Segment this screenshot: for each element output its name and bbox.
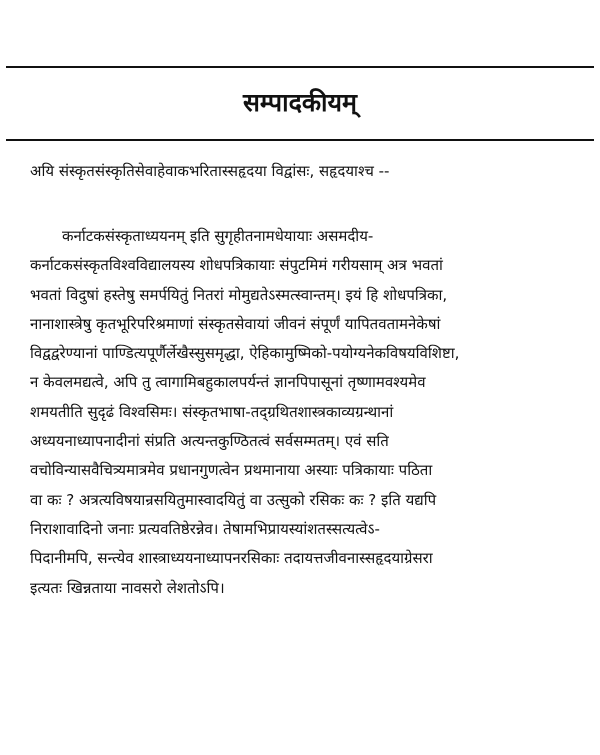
body-line: इत्यतः खिन्नताया नावसरो लेशतोऽपि। <box>30 578 225 597</box>
body-line: पिदानीमपि, सन्त्येव शास्त्राध्ययनाध्यापनरसिकाः तदायत्तजीवनास्सहृदयाग्रेसरा <box>30 549 433 568</box>
body-line: विद्वद्वरेण्यानां पाण्डित्यपूर्णैर्लेखैस्सुसमृद्धा, ऐहिकामुष्मिको-पयोग्यनेकविषयविशिष्टा, <box>30 344 460 363</box>
body-paragraph <box>30 222 590 603</box>
body-line: कर्नाटकसंस्कृतविश्वविद्यालयस्य शोधपत्रिकायाः संपुटमिमं गरीयसाम् अत्र भवतां <box>30 256 443 275</box>
title-bottom-rule <box>6 139 594 141</box>
body-line: अध्ययनाध्यापनादीनां संप्रति अत्यन्तकुण्ठितत्वं सर्वसम्मतम्। एवं सति <box>30 432 389 451</box>
title-top-rule <box>6 66 594 68</box>
page-title: सम्पादकीयम् <box>243 88 357 117</box>
body-line: नानाशास्त्रेषु कृतभूरिपरिश्रमाणां संस्कृतसेवायां जीवनं संपूर्णं यापितवतामनेकेषां <box>30 314 441 333</box>
body-line: शमयतीति सुदृढं विश्वसिमः। संस्कृतभाषा-तद्ग्रथितशास्त्रकाव्यग्रन्थानां <box>30 402 394 421</box>
salutation-line: अयि संस्कृतसंस्कृतिसेवाहेवाकभरितास्सहृदया विद्वांसः, सहृदयाश्च -- <box>30 162 390 180</box>
body-line: कर्नाटकसंस्कृताध्ययनम् इति सुगृहीतनामधेयायाः असमदीय- <box>62 227 374 245</box>
body-line: न केवलमद्यत्वे, अपि तु त्वागामिबहुकालपर्यन्तं ज्ञानपिपासूनां तृष्णामवश्यमेव <box>30 373 426 392</box>
body-line: भवतां विदुषां हस्तेषु समर्पयितुं नितरां मोमुद्यतेऽस्मत्स्वान्तम्। इयं हि शोधपत्रिका, <box>30 285 448 304</box>
body-line: निराशावादिनो जनाः प्रत्यवतिष्ठेरन्नेव। तेषामभिप्रायस्यांशतस्सत्यत्वेऽ- <box>30 519 380 538</box>
body-line: वा कः ? अत्रत्यविषयान्रसयितुमास्वादयितुं वा उत्सुको रसिकः कः ? इति यद्यपि <box>30 490 437 509</box>
body-line: वचोविन्यासवैचित्र्यमात्रमेव प्रधानगुणत्वेन प्रथमानाया अस्याः पत्रिकायाः पठिता <box>30 461 433 480</box>
